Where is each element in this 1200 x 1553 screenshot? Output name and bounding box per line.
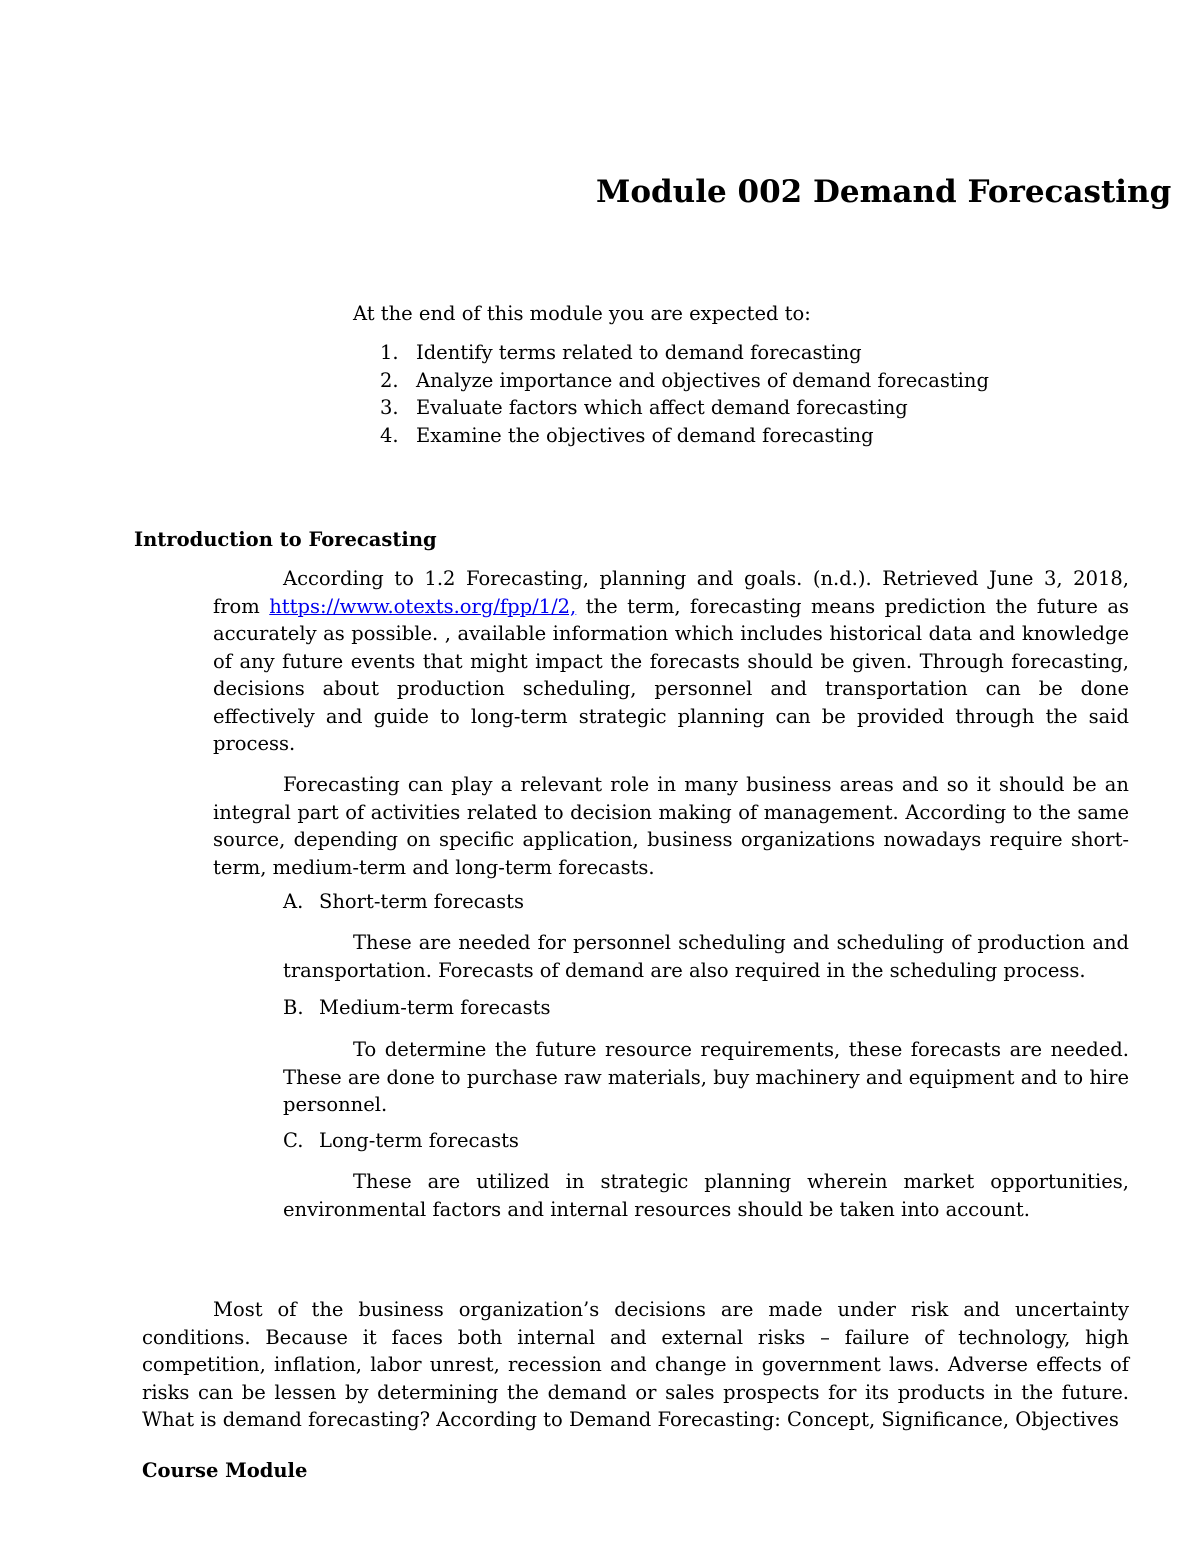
forecast-type-letter: A.	[283, 890, 304, 913]
forecast-type-letter: B.	[283, 996, 304, 1019]
objectives-intro: At the end of this module you are expected to:	[353, 302, 811, 325]
forecast-type-title: Short-term forecasts	[319, 890, 525, 913]
forecast-type-title: Long-term forecasts	[319, 1129, 519, 1152]
intro-paragraph-1-text-before-link: According to 1.2 Forecasting, planning and goals. (n.d.). Retrieved June 3, 2018, from	[213, 567, 1129, 618]
intro-paragraph-2: Forecasting can play a relevant role in many business areas and so it should be an integral part of activities related to decision making of management. According to the same source, depending on specific application, business organizations nowadays require short-term, medium-term and long-term forecasts.	[213, 773, 1129, 879]
section-heading-introduction: Introduction to Forecasting	[134, 528, 437, 551]
list-item-number: 4.	[380, 423, 399, 447]
source-link[interactable]: https://www.otexts.org/fpp/1/2,	[269, 594, 577, 618]
closing-paragraph: Most of the business organization’s decisions are made under risk and uncertainty conditions. Because it faces both internal and external risks – failure of technology, high competition, inflation, labor unrest, recession and change in government laws. Adverse effects of risks can be lessen by determining the demand or sales prospects for its products in the future. What is demand forecasting? According to Demand Forecasting: Concept, Significance, Objectives	[142, 1298, 1129, 1431]
list-item	[380, 367, 989, 395]
list-item-number: 2.	[380, 368, 399, 392]
forecast-type-body-short-term: These are needed for personnel scheduling and scheduling of production and transportation. Forecasts of demand are also required in the scheduling process.	[283, 931, 1129, 982]
objectives-list	[380, 339, 989, 449]
intro-paragraph-1	[213, 565, 1129, 758]
forecast-type-heading-long-term	[283, 1128, 519, 1154]
list-item	[380, 422, 989, 450]
list-item-number: 1.	[380, 341, 399, 364]
forecast-type-body-long-term: These are utilized in strategic planning wherein market opportunities, environmental factors and internal resources should be taken into account.	[283, 1170, 1129, 1221]
footer-course-module: Course Module	[142, 1459, 308, 1482]
list-item-number: 3.	[380, 396, 399, 419]
forecast-type-letter: C.	[283, 1129, 304, 1152]
forecast-type-heading-medium-term	[283, 995, 550, 1021]
document-title: Module 002 Demand Forecasting	[596, 174, 1172, 210]
list-item-text: Analyze importance and objectives of demand forecasting	[416, 368, 989, 392]
list-item	[380, 394, 989, 422]
forecast-type-title: Medium-term forecasts	[319, 996, 551, 1019]
list-item-text: Identify terms related to demand forecasting	[416, 341, 862, 364]
forecast-type-heading-short-term	[283, 889, 524, 915]
forecast-type-body-medium-term: To determine the future resource requirements, these forecasts are needed. These are done to purchase raw materials, buy machinery and equipment and to hire personnel.	[283, 1038, 1130, 1116]
list-item-text: Evaluate factors which affect demand forecasting	[416, 396, 908, 419]
list-item-text: Examine the objectives of demand forecasting	[416, 423, 874, 447]
list-item	[380, 339, 989, 367]
intro-paragraph-1-text-after-link: the term, forecasting means prediction the future as accurately as possible. , available information which includes historical data and knowledge of any future events that might impact the forecasts should be given. Through forecasting, decisions about production scheduling, personnel and transportation can be done effectively and guide to long-term strategic planning can be provided through the said process.	[213, 594, 1130, 755]
